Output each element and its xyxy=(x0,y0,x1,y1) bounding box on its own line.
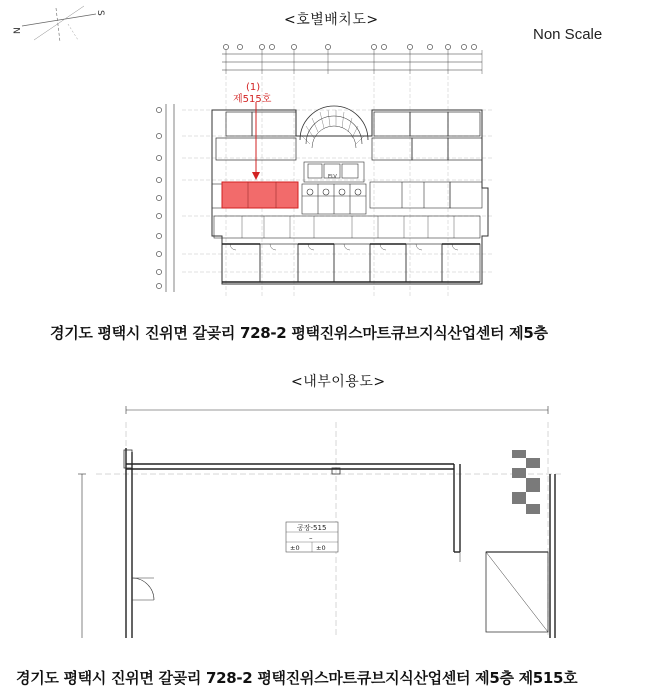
interior-plan-title: <내부이용도> xyxy=(291,374,386,390)
compass-south: S xyxy=(95,10,105,16)
compass-icon xyxy=(8,4,118,46)
unit-marker-number: (1) xyxy=(246,82,261,93)
layout-plan-title: <호별배치도> xyxy=(284,12,379,28)
room-name: 공장-515 xyxy=(297,524,327,532)
floor-layout-plan xyxy=(152,40,504,302)
room-level-right: ±0 xyxy=(316,544,326,552)
room-level-left: ±0 xyxy=(290,544,300,552)
grid-bubbles xyxy=(156,44,476,288)
non-scale-note: Non Scale xyxy=(533,26,603,43)
room-label-box xyxy=(286,522,338,552)
top-address-caption: 경기도 평택시 진위면 갈곶리 728-2 평택진위스마트큐브지식산업센터 제5층 xyxy=(50,324,548,342)
hatched-shaft xyxy=(512,450,540,514)
room-dash: – xyxy=(309,534,313,542)
unit-515-highlight xyxy=(222,182,298,208)
bottom-address-caption: 경기도 평택시 진위면 갈곶리 728-2 평택진위스마트큐브지식산업센터 제5층 제515호 xyxy=(16,669,578,687)
unit-marker-label: 제515호 xyxy=(233,94,272,105)
compass-north: N xyxy=(13,27,23,34)
elevator-label: ELV xyxy=(328,174,337,180)
interior-floor-plan xyxy=(76,392,576,642)
